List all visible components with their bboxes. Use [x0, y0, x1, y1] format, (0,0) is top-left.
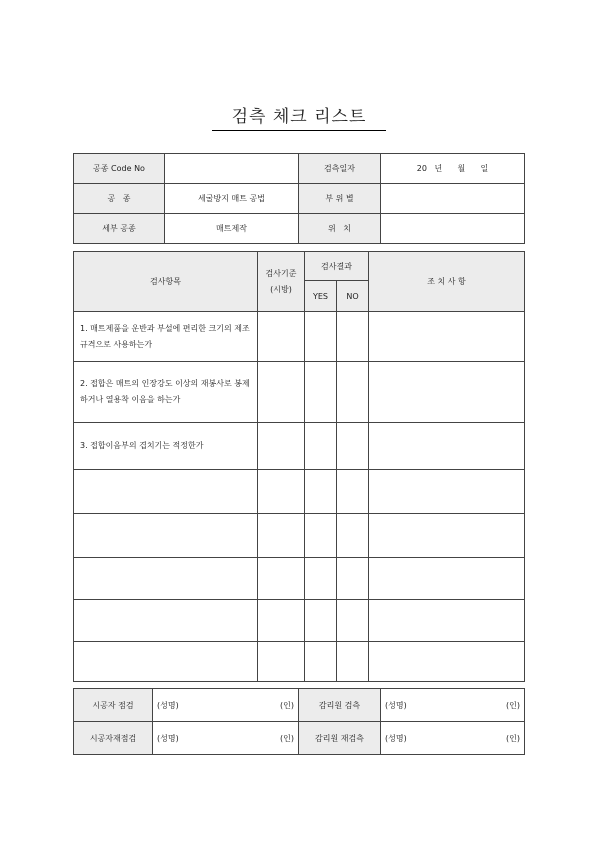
- no-cell[interactable]: [337, 642, 369, 682]
- work-type-value[interactable]: 세굴방지 매트 공법: [165, 184, 299, 214]
- check-item-text: 3. 접합이음부의 겹치기는 적정한가: [74, 423, 258, 470]
- supervisor-inspection-field[interactable]: [381, 689, 525, 722]
- supervisor-name-label: (성명): [385, 700, 407, 710]
- inspection-date-value[interactable]: 20 년 월 일: [381, 154, 525, 184]
- contractor-recheck-field[interactable]: [153, 722, 299, 755]
- location-value[interactable]: [381, 214, 525, 244]
- detail-work-value[interactable]: 매트제작: [165, 214, 299, 244]
- signature-row-reinspection: [74, 722, 525, 755]
- part-label: 부 위 별: [299, 184, 381, 214]
- supervisor-inspection-label: 감리원 검측: [299, 689, 381, 722]
- check-item-text: 2. 접합은 매트의 인장강도 이상의 재봉사로 봉제하거나 열용착 이음을 하는가: [74, 362, 258, 423]
- check-row: [74, 423, 525, 470]
- no-cell[interactable]: [337, 558, 369, 600]
- contractor-name-label: (성명): [157, 700, 179, 710]
- page-title: 검측 체크 리스트: [212, 102, 386, 131]
- info-table: [73, 153, 525, 244]
- action-cell[interactable]: [369, 312, 525, 362]
- check-item-text: [74, 470, 258, 514]
- action-cell[interactable]: [369, 423, 525, 470]
- action-cell[interactable]: [369, 470, 525, 514]
- standard-header-line1: 검사기준: [265, 268, 297, 278]
- no-cell[interactable]: [337, 423, 369, 470]
- code-value[interactable]: [165, 154, 299, 184]
- work-type-label: 공 종: [74, 184, 165, 214]
- check-item-text: [74, 514, 258, 558]
- standard-cell[interactable]: [258, 423, 305, 470]
- standard-cell[interactable]: [258, 600, 305, 642]
- checklist-table: [73, 251, 525, 682]
- contractor-seal-label: (인): [280, 700, 294, 710]
- standard-cell[interactable]: [258, 558, 305, 600]
- check-item-text: 1. 매트제품을 운반과 부설에 편리한 크기의 제조 규격으로 사용하는가: [74, 312, 258, 362]
- check-item-text: [74, 558, 258, 600]
- no-cell[interactable]: [337, 514, 369, 558]
- part-value[interactable]: [381, 184, 525, 214]
- action-cell[interactable]: [369, 642, 525, 682]
- standard-cell[interactable]: [258, 642, 305, 682]
- yes-cell[interactable]: [305, 423, 337, 470]
- location-label: 위 치: [299, 214, 381, 244]
- info-row-code: [74, 154, 525, 184]
- supervisor-reinspection-field[interactable]: [381, 722, 525, 755]
- yes-cell[interactable]: [305, 312, 337, 362]
- check-item-header: 검사항목: [74, 252, 258, 312]
- contractor-recheck-seal-label: (인): [280, 733, 294, 743]
- contractor-recheck-label: 시공자재점검: [74, 722, 153, 755]
- contractor-recheck-name-label: (성명): [157, 733, 179, 743]
- no-cell[interactable]: [337, 312, 369, 362]
- yes-cell[interactable]: [305, 470, 337, 514]
- standard-header-line2: (시방): [270, 284, 292, 294]
- signature-row-inspection: [74, 689, 525, 722]
- check-row: [74, 600, 525, 642]
- supervisor-recheck-name-label: (성명): [385, 733, 407, 743]
- yes-cell[interactable]: [305, 362, 337, 423]
- check-row: [74, 362, 525, 423]
- detail-work-label: 세부 공종: [74, 214, 165, 244]
- supervisor-seal-label: (인): [506, 700, 520, 710]
- supervisor-reinspection-label: 감리원 재검측: [299, 722, 381, 755]
- action-cell[interactable]: [369, 558, 525, 600]
- check-row: [74, 514, 525, 558]
- yes-header: YES: [305, 281, 337, 312]
- inspection-date-label: 검측일자: [299, 154, 381, 184]
- signature-table: [73, 688, 525, 755]
- check-row: [74, 312, 525, 362]
- check-item-text: [74, 600, 258, 642]
- info-row-work-type: [74, 184, 525, 214]
- action-cell[interactable]: [369, 362, 525, 423]
- standard-cell[interactable]: [258, 470, 305, 514]
- contractor-check-field[interactable]: [153, 689, 299, 722]
- action-header: 조 치 사 항: [369, 252, 525, 312]
- check-row: [74, 558, 525, 600]
- standard-cell[interactable]: [258, 312, 305, 362]
- no-cell[interactable]: [337, 470, 369, 514]
- check-row: [74, 470, 525, 514]
- standard-cell[interactable]: [258, 514, 305, 558]
- no-cell[interactable]: [337, 362, 369, 423]
- yes-cell[interactable]: [305, 558, 337, 600]
- yes-cell[interactable]: [305, 514, 337, 558]
- yes-cell[interactable]: [305, 600, 337, 642]
- no-header: NO: [337, 281, 369, 312]
- contractor-check-label: 시공자 점검: [74, 689, 153, 722]
- action-cell[interactable]: [369, 600, 525, 642]
- info-row-detail: [74, 214, 525, 244]
- action-cell[interactable]: [369, 514, 525, 558]
- check-row: [74, 642, 525, 682]
- standard-cell[interactable]: [258, 362, 305, 423]
- yes-cell[interactable]: [305, 642, 337, 682]
- no-cell[interactable]: [337, 600, 369, 642]
- standard-header: [258, 252, 305, 312]
- result-header: 검사결과: [305, 252, 369, 281]
- code-label: 공종 Code No: [74, 154, 165, 184]
- check-item-text: [74, 642, 258, 682]
- supervisor-recheck-seal-label: (인): [506, 733, 520, 743]
